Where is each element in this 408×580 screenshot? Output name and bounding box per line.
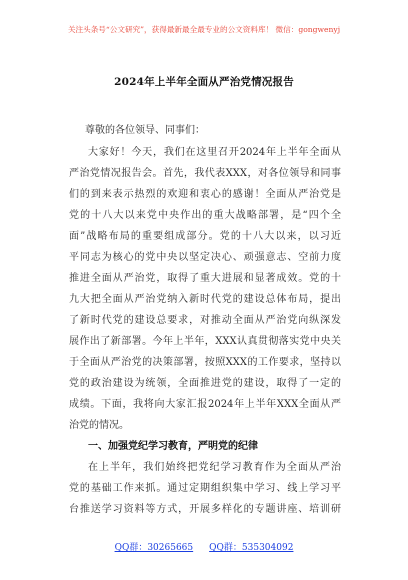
- paragraph-line: 党的十八大以来党中央作出的重大战略部署，是“四个全: [69, 210, 341, 221]
- footer-contact: [0, 540, 408, 553]
- section-paragraph-line: 在上半年，我们始终把党纪学习教育作为全面从严治: [88, 462, 341, 473]
- paragraph-line: 成绩。下面，我将向大家汇报2024年上半年XXX全面从严: [69, 399, 341, 410]
- paragraph-line: 展作出了新部署。今年上半年，XXX认真贯彻落实党中央关: [69, 336, 341, 347]
- document-title: 2024年上半年全面从严治党情况报告: [114, 76, 294, 88]
- paragraph-line: 治党的情况。: [69, 420, 129, 431]
- header-banner: 关注头条号“公文研究”，获得最新最全最专业的公文资料库！ 微信：gongwenyj: [67, 25, 341, 34]
- paragraph-line: 严治党情况报告会。首先，我代表XXX，对各位领导和同事: [69, 168, 341, 179]
- paragraph-line: 于全面从严治党的决策部署，按照XXX的工作要求，坚持以: [69, 357, 341, 368]
- section-paragraph-line: 党的基础工作来抓。通过定期组织集中学习、线上学习平: [69, 483, 341, 494]
- paragraph-line: 了新时代党的建设总要求，对推动全面从严治党向纵深发: [69, 315, 341, 326]
- paragraph-line: 九大把全面从严治党纳入新时代党的建设总体布局，提出: [69, 294, 341, 305]
- paragraph-line: 大家好！今天，我们在这里召开2024年上半年全面从: [88, 147, 341, 158]
- salutation: 尊敬的各位领导、同事们：: [85, 125, 205, 136]
- qq-group-link-1[interactable]: QQ群：30265665: [114, 543, 194, 553]
- paragraph-line: 面”战略布局的重要组成部分。党的十八大以来，以习近: [69, 231, 341, 242]
- paragraph-line: 党的政治建设为统领，全面推进党的建设，取得了一定的: [69, 378, 341, 389]
- section-paragraph-line: 台推送学习资料等方式，开展多样化的专题讲座、培训研: [69, 504, 341, 515]
- qq-group-link-2[interactable]: QQ群：535304092: [209, 543, 294, 553]
- paragraph-line: 们的到来表示热烈的欢迎和衷心的感谢！全面从严治党是: [69, 189, 341, 200]
- paragraph-line: 平同志为核心的党中央以坚定决心、顽强意志、空前力度: [69, 252, 341, 263]
- paragraph-line: 推进全面从严治党，取得了重大进展和显著成效。党的十: [69, 273, 341, 284]
- section-heading: 一、加强党纪学习教育，严明党的纪律: [88, 441, 258, 452]
